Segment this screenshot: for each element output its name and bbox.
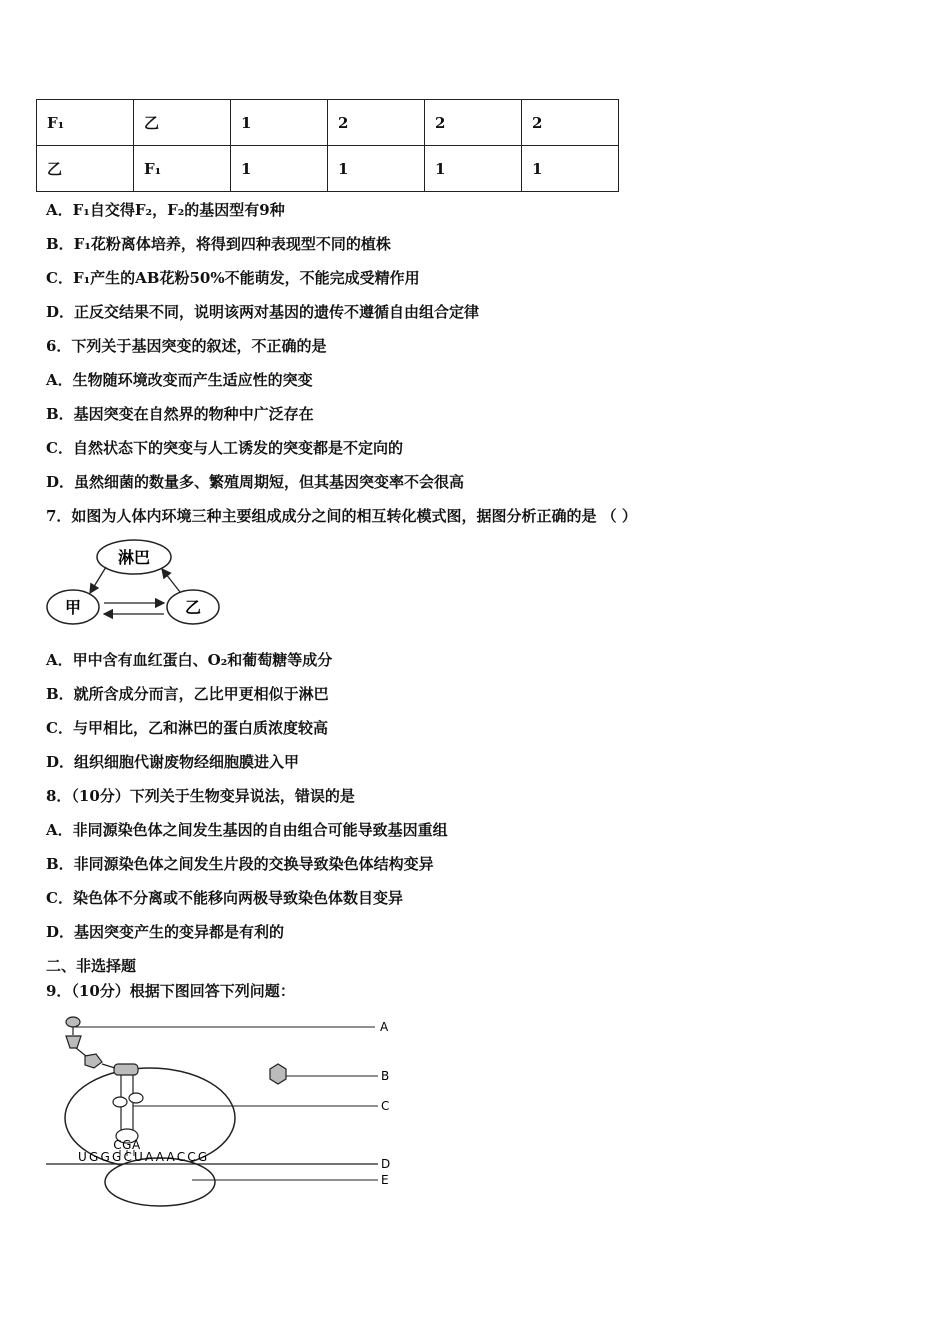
q7-option-b: B．就所含成分而言，乙比甲更相似于淋巴 [46,685,329,703]
q7-option-d: D．组织细胞代谢废物经细胞膜进入甲 [46,753,300,771]
table-cell: 2 [328,100,425,146]
q6-option-c: C．自然状态下的突变与人工诱发的突变都是不定向的 [46,439,403,457]
q8-stem: 8．（10分）下列关于生物变异说法，错误的是 [46,787,355,805]
q8-option-b: B．非同源染色体之间发生片段的交换导致染色体结构变异 [46,855,434,873]
label-c: C [381,1099,390,1113]
table-row [37,146,619,192]
table-cell: 1 [425,146,522,192]
free-amino-acid [270,1064,286,1084]
table-cell: F₁ [37,100,134,146]
q9-stem: 9．（10分）根据下图回答下列问题： [46,982,295,1000]
table-cell: 乙 [134,100,231,146]
q5-option-b: B．F₁花粉离体培养，将得到四种表现型不同的植株 [46,235,391,253]
trna-amino-acid-site [114,1064,138,1075]
anticodon-text: CGA [113,1138,141,1152]
q6-option-a: A．生物随环境改变而产生适应性的突变 [46,371,313,389]
translation-diagram [40,1010,410,1210]
q8-option-c: C．染色体不分离或不能移向两极导致染色体数目变异 [46,889,403,907]
table-cell: 1 [522,146,619,192]
table-cell: 1 [231,100,328,146]
q8-option-a: A．非同源染色体之间发生基因的自由组合可能导致基因重组 [46,821,448,839]
q8-option-d: D．基因突变产生的变异都是有利的 [46,923,285,941]
peptide-bond [102,1064,115,1068]
arrow-yi-to-lymph [162,569,180,592]
amino-acid-3 [85,1054,102,1068]
q5-option-d: D．正反交结果不同，说明该两对基因的遗传不遵循自由组合定律 [46,303,480,321]
label-d: D [381,1157,391,1171]
table-cell: 1 [328,146,425,192]
trna-loop-left [113,1097,127,1107]
q7-option-a: A．甲中含有血红蛋白、O₂和葡萄糖等成分 [46,651,333,669]
table-cell: 1 [231,146,328,192]
body-fluid-diagram [44,536,224,628]
q5-option-a: A．F₁自交得F₂，F₂的基因型有9种 [46,201,285,219]
yi-label: 乙 [184,598,202,617]
table-cell: 2 [522,100,619,146]
table-cell: 乙 [37,146,134,192]
peptide-bond [76,1048,86,1056]
q6-option-d: D．虽然细菌的数量多、繁殖周期短，但其基因突变率不会很高 [46,473,465,491]
label-e: E [381,1173,389,1187]
q6-option-b: B．基因突变在自然界的物种中广泛存在 [46,405,314,423]
lymph-label: 淋巴 [117,548,151,567]
q6-stem: 6．下列关于基因突变的叙述，不正确的是 [46,337,327,355]
genotype-table [36,99,619,192]
trna-loop-right [129,1093,143,1103]
amino-acid-2 [66,1036,81,1048]
jia-label: 甲 [64,598,82,617]
arrow-lymph-to-jia [90,567,106,593]
label-b: B [381,1069,390,1083]
q7-stem: 7．如图为人体内环境三种主要组成成分之间的相互转化模式图，据图分析正确的是 （ ） [46,507,637,525]
section-title: 二、非选择题 [46,957,137,975]
amino-acid-1 [66,1017,80,1027]
table-cell: 2 [425,100,522,146]
table-cell: F₁ [134,146,231,192]
ribosome-small-subunit [105,1158,215,1206]
q7-option-c: C．与甲相比，乙和淋巴的蛋白质浓度较高 [46,719,328,737]
label-a: A [380,1020,389,1034]
q5-option-c: C．F₁产生的AB花粉50%不能萌发，不能完成受精作用 [46,269,420,287]
mrna-sequence: UGGGCUAAACCG [78,1150,210,1164]
table-row [37,100,619,146]
